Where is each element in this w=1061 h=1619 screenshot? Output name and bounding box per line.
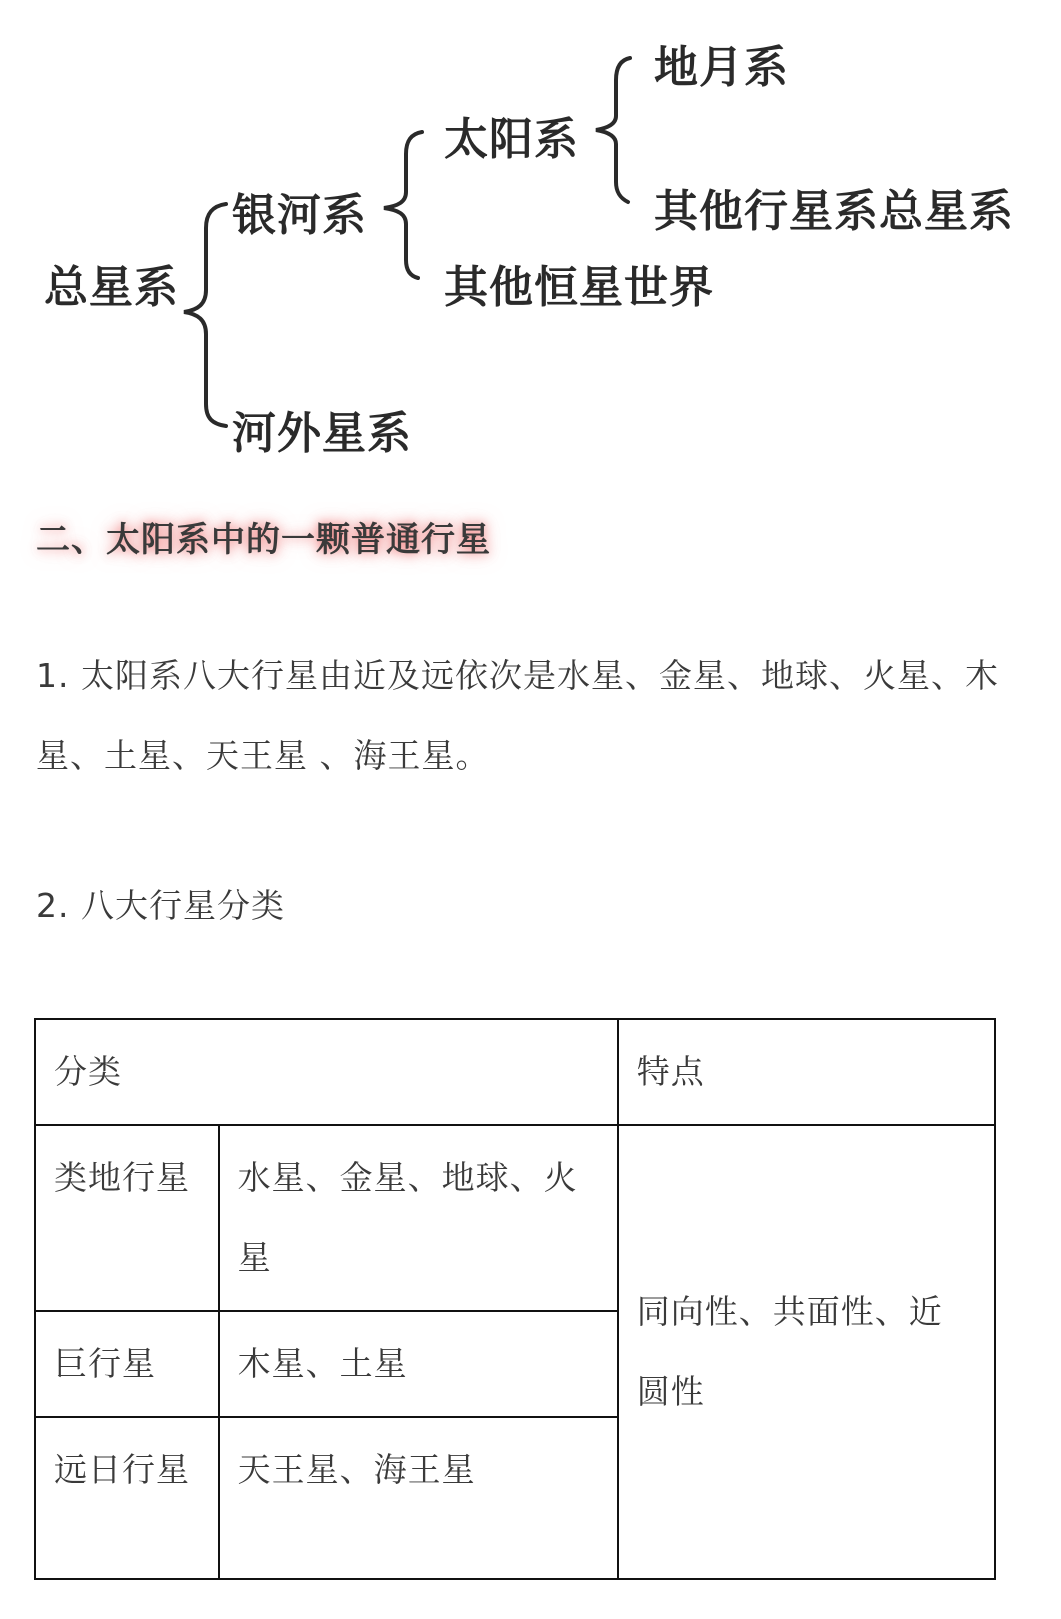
planets-cell: 天王星、海王星 — [219, 1417, 618, 1579]
type-cell: 类地行星 — [35, 1125, 219, 1311]
tree-other-star-worlds-label: 其他恒星世界 — [444, 262, 714, 313]
solar-bracket — [596, 58, 630, 202]
paragraph-planet-order: 1. 太阳系八大行星由近及远依次是水星、金星、地球、火星、木星、土星、天王星 、海王星。 — [36, 656, 999, 775]
table-header-row — [35, 1019, 995, 1125]
header-feature-cell: 特点 — [618, 1019, 995, 1125]
tree-solar-system-label: 太阳系 — [444, 114, 579, 165]
header-category-cell: 分类 — [35, 1019, 618, 1125]
tree-root-label: 总星系 — [44, 262, 179, 313]
tree-earth-moon-label: 地月系 — [654, 42, 789, 93]
type-cell: 远日行星 — [35, 1417, 219, 1579]
galaxy-hierarchy-diagram — [0, 0, 1061, 480]
planet-classification-table — [34, 1018, 996, 1580]
tree-extragalactic-label: 河外星系 — [232, 408, 412, 459]
paragraph-classification-title: 2. 八大行星分类 — [36, 886, 285, 925]
galaxy-bracket — [384, 132, 422, 278]
hierarchy-brackets — [0, 0, 1061, 480]
root-bracket — [184, 204, 226, 426]
section-heading: 二、太阳系中的一颗普通行星 — [36, 520, 491, 560]
tree-galaxy-label: 银河系 — [232, 190, 367, 241]
table-row — [35, 1125, 995, 1311]
feature-cell: 同向性、共面性、近圆性 — [618, 1125, 995, 1579]
type-cell: 巨行星 — [35, 1311, 219, 1417]
planets-cell: 木星、土星 — [219, 1311, 618, 1417]
planets-cell: 水星、金星、地球、火星 — [219, 1125, 618, 1311]
tree-other-planet-systems-label: 其他行星系总星系 — [654, 186, 1014, 237]
